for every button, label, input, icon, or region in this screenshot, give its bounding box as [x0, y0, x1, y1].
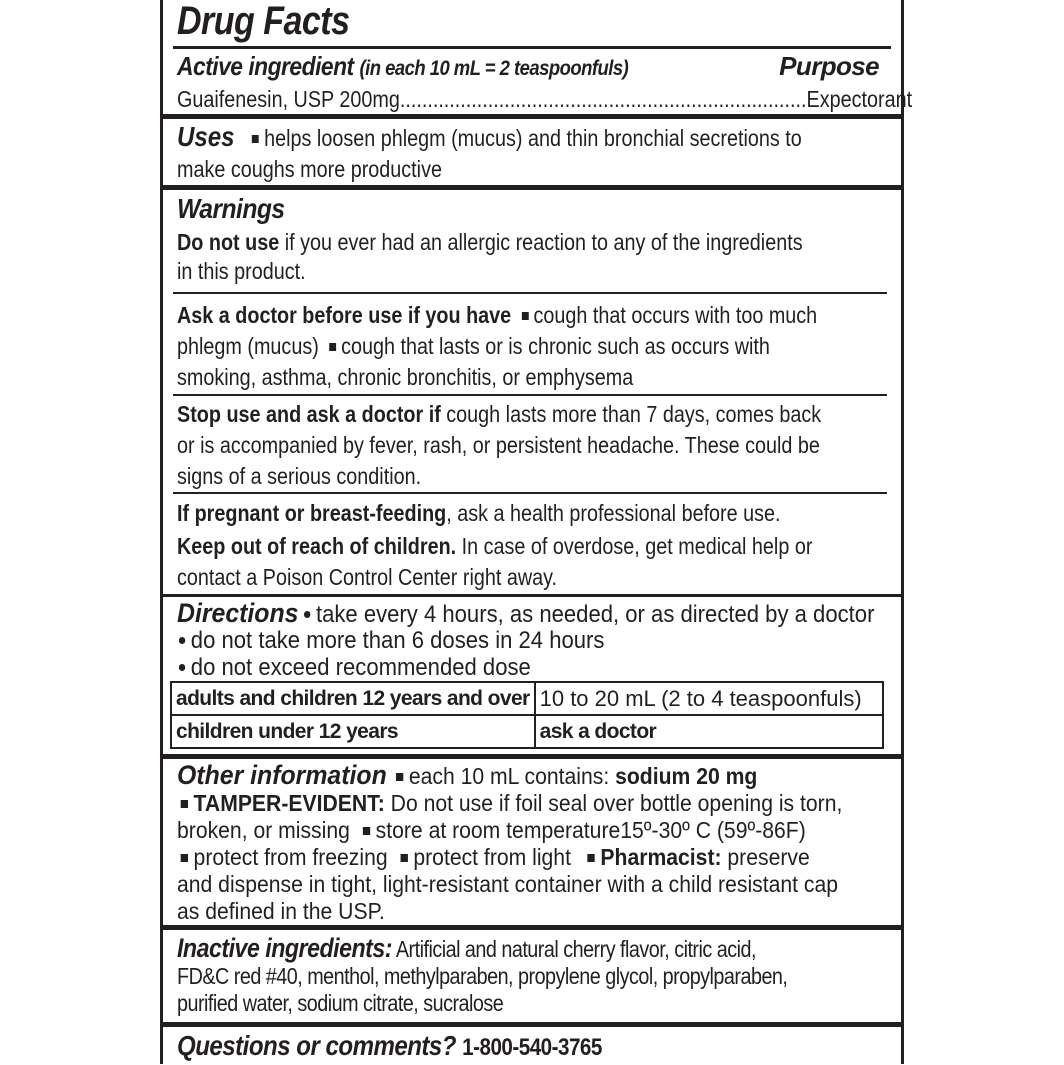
- inactive-text: FD&C red #40, menthol, methylparaben, propylene glycol, propylparaben,: [177, 963, 788, 989]
- tamper-label: TAMPER-EVIDENT:: [193, 790, 385, 816]
- leader-dots: ..........................................................................: [399, 86, 807, 112]
- other-info-text: protect from light: [413, 844, 571, 870]
- bullet-square-icon: [329, 343, 336, 351]
- questions-row: [177, 1029, 602, 1065]
- pregnant-warning: [177, 498, 781, 528]
- directions-heading: Directions: [177, 598, 299, 628]
- bullet-square-icon: [363, 827, 370, 835]
- table-cell-dose: 10 to 20 mL (2 to 4 teaspoonfuls): [535, 682, 883, 715]
- table-cell-group: adults and children 12 years and over: [171, 682, 535, 715]
- page-title: Drug Facts: [177, 0, 350, 43]
- sodium-content: sodium 20 mg: [615, 763, 758, 789]
- active-ingredient-heading: Active ingredient: [177, 51, 354, 81]
- ingredient-purpose: Expectorant: [806, 86, 913, 112]
- stop-use: [177, 399, 821, 429]
- other-info-text: and dispense in tight, light-resistant container with a child resistant cap: [177, 871, 839, 897]
- do-not-use-label: Do not use: [177, 229, 280, 255]
- bullet-square-icon: [181, 800, 188, 808]
- other-info-text: each 10 mL contains:: [408, 763, 610, 789]
- divider: [163, 185, 901, 190]
- directions-row-2: [177, 626, 604, 656]
- divider: [163, 754, 901, 759]
- tamper-text: Do not use if foil seal over bottle opening is torn,: [390, 790, 843, 816]
- ask-doctor-item: cough that lasts or is chronic such as occurs with: [341, 333, 770, 359]
- keep-out-text: In case of overdose, get medical help or: [461, 533, 813, 559]
- inactive-text: purified water, sodium citrate, sucralose: [177, 990, 504, 1016]
- directions-bullet: take every 4 hours, as needed, or as directed by a doctor: [315, 601, 875, 628]
- uses-text-2: make coughs more productive: [177, 156, 442, 182]
- pregnant-text: , ask a health professional before use.: [446, 500, 781, 526]
- divider: [163, 594, 901, 597]
- ask-doctor-line2: [177, 331, 770, 361]
- bullet-square-icon: [396, 773, 403, 781]
- stop-use-text: cough lasts more than 7 days, comes back: [446, 401, 822, 427]
- other-info-text: protect from freezing: [193, 844, 388, 870]
- ask-doctor-item-cont: phlegm (mucus): [177, 333, 319, 359]
- dosage-table: [170, 681, 884, 749]
- bullet-dot-icon: [179, 664, 185, 671]
- table-cell-dose: ask a doctor: [535, 715, 883, 748]
- table-cell-group: children under 12 years: [171, 715, 535, 748]
- directions-bullet: do not take more than 6 doses in 24 hours: [190, 627, 605, 654]
- ask-doctor: [177, 300, 817, 330]
- other-info-row-2: [177, 788, 842, 818]
- keep-out-label: Keep out of reach of children.: [177, 533, 457, 559]
- stop-use-text-2: or is accompanied by fever, rash, or persistent headache. These could be: [177, 432, 820, 458]
- do-not-use-text-2: in this product.: [177, 258, 306, 284]
- bullet-square-icon: [521, 312, 528, 320]
- uses-section: [177, 122, 802, 153]
- table-row: [171, 682, 883, 715]
- table-row: [171, 715, 883, 748]
- active-ingredient-heading-row: [177, 50, 628, 85]
- active-ingredient-qualifier: (in each 10 mL = 2 teaspoonfuls): [359, 57, 629, 80]
- other-info-text: broken, or missing: [177, 817, 350, 843]
- pregnant-label: If pregnant or breast-feeding: [177, 500, 447, 526]
- divider: [163, 114, 901, 119]
- questions-heading: Questions or comments?: [177, 1030, 457, 1061]
- purpose-heading: Purpose: [779, 51, 879, 81]
- ingredient-name: Guaifenesin, USP 200mg: [177, 86, 400, 112]
- pharmacist-label: Pharmacist:: [600, 844, 722, 870]
- directions-row-3: [177, 653, 531, 683]
- ask-doctor-item: cough that occurs with too much: [533, 302, 818, 328]
- bullet-square-icon: [588, 854, 595, 862]
- bullet-square-icon: [252, 135, 259, 143]
- bullet-dot-icon: [179, 637, 185, 644]
- inactive-heading: Inactive ingredients:: [177, 933, 392, 963]
- do-not-use: [177, 227, 803, 257]
- other-info-row-3: [177, 815, 806, 845]
- ask-doctor-label: Ask a doctor before use if you have: [177, 302, 512, 328]
- other-info-row-4: [177, 842, 810, 872]
- uses-heading: Uses: [177, 121, 235, 152]
- divider: [173, 46, 891, 49]
- bullet-dot-icon: [304, 611, 310, 618]
- keep-out-warning: [177, 531, 812, 561]
- bullet-square-icon: [400, 854, 407, 862]
- divider: [163, 925, 901, 930]
- stop-use-label: Stop use and ask a doctor if: [177, 401, 441, 427]
- drug-facts-panel: [160, 0, 913, 1064]
- storage-text: store at room temperature15º-30º C (59º-86F): [375, 817, 806, 843]
- stop-use-text-3: signs of a serious condition.: [177, 463, 422, 489]
- divider: [173, 292, 887, 294]
- other-info-text: as defined in the USP.: [177, 898, 385, 924]
- divider: [173, 394, 887, 396]
- warnings-heading: Warnings: [177, 193, 285, 224]
- inactive-text: Artificial and natural cherry flavor, citric acid,: [395, 936, 756, 962]
- divider: [173, 492, 887, 494]
- directions-bullet: do not exceed recommended dose: [190, 654, 531, 681]
- bullet-square-icon: [181, 854, 188, 862]
- inactive-row-1: [177, 933, 756, 964]
- do-not-use-text: if you ever had an allergic reaction to any of the ingredients: [284, 229, 803, 255]
- uses-text: helps loosen phlegm (mucus) and thin bronchial secretions to: [264, 125, 802, 151]
- ask-doctor-item-cont: smoking, asthma, chronic bronchitis, or emphysema: [177, 364, 634, 390]
- divider: [163, 1022, 901, 1027]
- other-info-row-1: [177, 760, 757, 791]
- keep-out-text-2: contact a Poison Control Center right away.: [177, 564, 558, 590]
- pharmacist-text: preserve: [727, 844, 810, 870]
- phone-number: 1-800-540-3765: [462, 1034, 602, 1061]
- active-ingredient-row: [177, 84, 913, 114]
- other-info-heading: Other information: [177, 760, 387, 790]
